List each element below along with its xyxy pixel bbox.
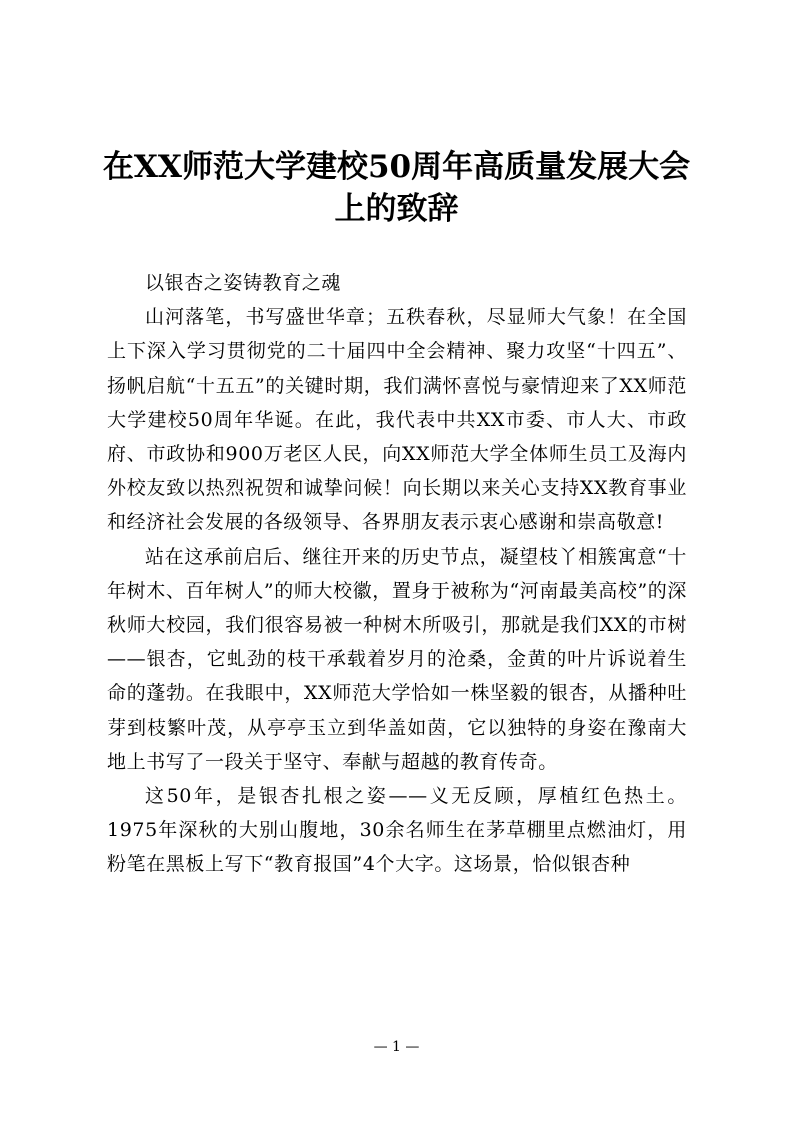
page-number: — 1 — (373, 1039, 420, 1055)
paragraph: 站在这承前启后、继往开来的历史节点，凝望枝丫相簇寓意“十年树木、百年树人”的师大校徽，置身于被称为“河南最美高校”的深秋师大校园，我们很容易被一种树木所吸引，那就是我们XX的市树——银杏，它虬劲的枝干承载着岁月的沧桑，金黄的叶片诉说着生命的蓬勃。在我眼中，XX师范大学恰如一株坚毅的银杏，从播种吐芽到枝繁叶茂，从亭亭玉立到华盖如茵，它以独特的身姿在豫南大地上书写了一段关于坚守、奉献与超越的教育传奇。 (107, 545, 687, 773)
document-subtitle: 以银杏之姿铸教育之魂 (145, 272, 342, 294)
paragraph: 山河落笔，书写盛世华章；五秩春秋，尽显师大气象！在全国上下深入学习贯彻党的二十届四中全会精神、聚力攻坚“十四五”、扬帆启航“十五五”的关键时期，我们满怀喜悦与豪情迎来了XX师范大学建校50周年华诞。在此，我代表中共XX市委、市人大、市政府、市政协和900万老区人民，向XX师范大学全体师生员工及海内外校友致以热烈祝贺和诚挚问候！向长期以来关心支持XX教育事业和经济社会发展的各级领导、各界朋友表示衷心感谢和崇高敬意! (107, 306, 687, 534)
paragraph: 这50年，是银杏扎根之姿——义无反顾，厚植红色热土。1975年深秋的大别山腹地，30余名师生在茅草棚里点燃油灯，用粉笔在黑板上写下“教育报国”4个大字。这场景，恰似银杏种 (107, 785, 687, 876)
document-title: 在XX师范大学建校50周年高质量发展大会上的致辞 (102, 149, 691, 227)
document-body (107, 266, 687, 882)
